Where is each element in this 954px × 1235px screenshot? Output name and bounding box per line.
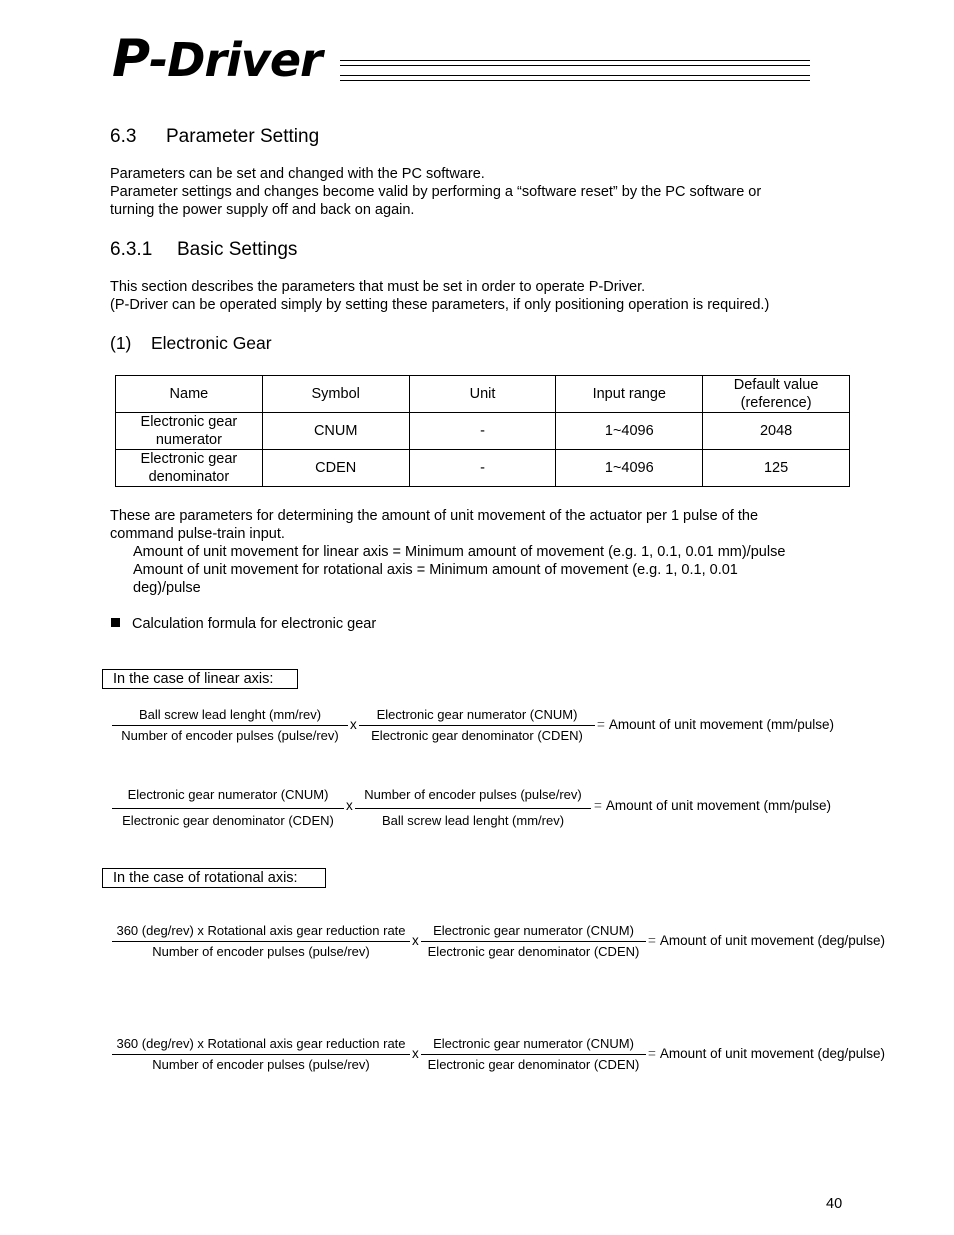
equals-sign: = — [594, 798, 602, 813]
table-row — [116, 450, 850, 487]
formula-result — [648, 933, 885, 949]
formula-fraction — [421, 1036, 646, 1073]
formula-fraction — [359, 707, 595, 744]
product-logo — [112, 29, 322, 89]
equals-sign: = — [648, 933, 656, 948]
description-indented-line: Amount of unit movement for rotational axis = Minimum amount of movement (e.g. 1, 0.1, 0.01 — [133, 562, 738, 578]
cell-range: 1~4096 — [556, 450, 703, 487]
multiply-sign: x — [346, 798, 353, 813]
bullet-item — [111, 615, 376, 633]
formula-fraction — [112, 1036, 410, 1073]
fraction-numerator: 360 (deg/rev) x Rotational axis gear reduction rate — [116, 1036, 406, 1051]
formula-fraction — [355, 787, 591, 829]
table-row — [116, 413, 850, 450]
header-rule — [340, 75, 810, 76]
section-title: Parameter Setting — [166, 126, 320, 147]
item-heading — [110, 333, 272, 353]
equals-sign: = — [648, 1046, 656, 1061]
section-paragraph: Parameters can be set and changed with the PC software. — [110, 166, 485, 182]
fraction-numerator: Electronic gear numerator (CNUM) — [433, 1036, 634, 1051]
fraction-denominator: Ball screw lead lenght (mm/rev) — [381, 813, 565, 828]
table-header-row — [116, 376, 850, 413]
result-text: Amount of unit movement (mm/pulse) — [608, 717, 834, 732]
logo-text: -Driver — [149, 33, 322, 87]
subsection-title: Basic Settings — [177, 239, 298, 260]
square-bullet-icon — [111, 618, 120, 627]
fraction-numerator: Number of encoder pulses (pulse/rev) — [364, 787, 582, 802]
fraction-numerator: 360 (deg/rev) x Rotational axis gear reduction rate — [116, 923, 406, 938]
cell-name-line2: denominator — [148, 469, 230, 485]
section-paragraph: Parameter settings and changes become valid by performing a “software reset” by the PC software or — [110, 184, 762, 200]
fraction-numerator: Electronic gear numerator (CNUM) — [433, 923, 634, 938]
fraction-numerator: Electronic gear numerator (CNUM) — [127, 787, 329, 802]
equals-sign: = — [597, 717, 605, 732]
subsection-paragraph: (P-Driver can be operated simply by setting these parameters, if only positioning operation is required.) — [110, 297, 770, 313]
page-number: 40 — [826, 1196, 843, 1212]
fraction-denominator: Number of encoder pulses (pulse/rev) — [152, 944, 370, 959]
cell-name — [116, 413, 263, 450]
fraction-denominator: Electronic gear denominator (CDEN) — [427, 944, 640, 959]
formula-fraction — [112, 707, 348, 744]
cell-name-line1: Electronic gear — [140, 451, 238, 467]
multiply-sign: x — [350, 717, 357, 732]
header-input-range: Input range — [556, 376, 703, 413]
formula-fraction — [112, 923, 410, 960]
multiply-sign: x — [412, 1046, 419, 1061]
section-paragraph: turning the power supply off and back on again. — [110, 202, 415, 218]
cell-range: 1~4096 — [556, 413, 703, 450]
header-rule — [340, 60, 810, 61]
cell-default: 2048 — [703, 413, 850, 450]
fraction-denominator: Number of encoder pulses (pulse/rev) — [121, 728, 339, 743]
section-number: 6.3 — [110, 126, 137, 147]
description-indented-line: Amount of unit movement for linear axis = Minimum amount of movement (e.g. 1, 0.1, 0.01 mm)/pulse — [133, 544, 786, 560]
cell-name-line1: Electronic gear — [140, 414, 238, 430]
result-text: Amount of unit movement (deg/pulse) — [659, 1046, 886, 1061]
result-text: Amount of unit movement (deg/pulse) — [659, 933, 886, 948]
header-symbol: Symbol — [262, 376, 409, 413]
cell-name — [116, 450, 263, 487]
logo-p: P — [112, 29, 150, 89]
header-unit: Unit — [409, 376, 556, 413]
formula-fraction — [421, 923, 646, 960]
header-rule — [340, 80, 810, 81]
formula-result — [594, 798, 831, 814]
fraction-numerator: Electronic gear numerator (CNUM) — [376, 707, 578, 722]
fraction-denominator: Electronic gear denominator (CDEN) — [122, 813, 334, 828]
item-title: Electronic Gear — [151, 333, 272, 353]
parameter-table — [115, 375, 850, 487]
fraction-denominator: Number of encoder pulses (pulse/rev) — [152, 1057, 370, 1072]
subsection-heading — [110, 239, 297, 261]
description-line: command pulse-train input. — [110, 526, 285, 542]
description-indented-line: deg)/pulse — [133, 580, 201, 596]
description-line: These are parameters for determining the amount of unit movement of the actuator per 1 pulse of the — [110, 508, 759, 524]
fraction-numerator: Ball screw lead lenght (mm/rev) — [138, 707, 322, 722]
header-rule — [340, 65, 810, 66]
header-default-line2: (reference) — [740, 395, 812, 411]
item-number: (1) — [110, 333, 132, 353]
header-default-value — [703, 376, 850, 413]
bullet-text: Calculation formula for electronic gear — [132, 616, 377, 632]
fraction-denominator: Electronic gear denominator (CDEN) — [427, 1057, 640, 1072]
header-default-line1: Default value — [733, 377, 819, 393]
cell-symbol: CDEN — [262, 450, 409, 487]
subsection-number: 6.3.1 — [110, 239, 153, 260]
formula-result — [648, 1046, 885, 1062]
formula-fraction — [112, 787, 344, 829]
cell-symbol: CNUM — [262, 413, 409, 450]
formula-result — [597, 717, 834, 733]
multiply-sign: x — [412, 933, 419, 948]
cell-default: 125 — [703, 450, 850, 487]
section-heading — [110, 126, 319, 148]
cell-unit: - — [409, 450, 556, 487]
cell-unit: - — [409, 413, 556, 450]
linear-axis-label: In the case of linear axis: — [102, 669, 298, 689]
subsection-paragraph: This section describes the parameters that must be set in order to operate P-Driver. — [110, 279, 646, 295]
fraction-denominator: Electronic gear denominator (CDEN) — [371, 728, 583, 743]
header-name: Name — [116, 376, 263, 413]
cell-name-line2: numerator — [155, 432, 222, 448]
rotational-axis-label: In the case of rotational axis: — [102, 868, 326, 888]
result-text: Amount of unit movement (mm/pulse) — [605, 798, 831, 813]
